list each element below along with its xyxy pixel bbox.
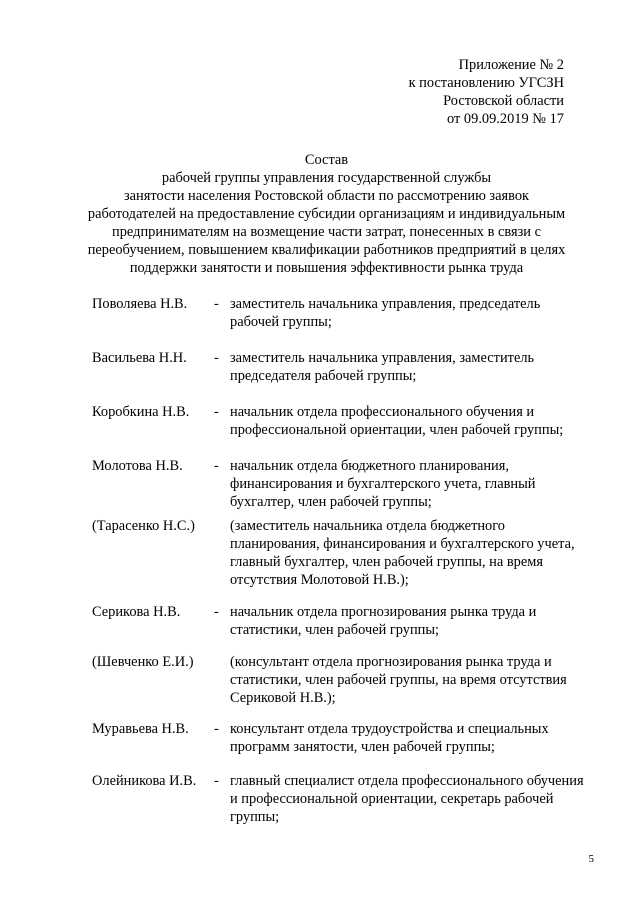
member-dash: - <box>214 404 219 420</box>
member-role <box>230 720 610 756</box>
member-dash: - <box>214 296 219 312</box>
appendix-line: от 09.09.2019 № 17 <box>447 111 564 127</box>
member-name: Муравьева Н.В. <box>92 721 189 737</box>
heading-line: работодателей на предоставление субсидии организациям и индивидуальным <box>87 206 566 222</box>
member-name: Поволяева Н.В. <box>92 296 188 312</box>
member-role-line: начальник отдела прогнозирования рынка труда и <box>230 604 537 620</box>
member-role-line: профессиональной ориентации, член рабочей группы; <box>230 422 564 438</box>
member-role-line: главный специалист отдела профессионального обучения <box>230 773 584 789</box>
appendix-line: к постановлению УГСЗН <box>408 75 564 91</box>
member-role-line: бухгалтер, член рабочей группы; <box>230 494 432 510</box>
member-role-line: главный бухгалтер, член рабочей группы, на время <box>230 554 543 570</box>
member-role <box>230 603 610 639</box>
member-dash: - <box>214 773 219 789</box>
member-name: (Тарасенко Н.С.) <box>92 518 195 534</box>
member-role-line: (консультант отдела прогнозирования рынка труда и <box>230 654 552 670</box>
member-role <box>230 295 610 331</box>
heading-line: поддержки занятости и повышения эффективности рынка труда <box>129 260 524 276</box>
member-role <box>230 772 610 826</box>
member-role-line: и профессиональной ориентации, секретарь рабочей <box>230 791 554 807</box>
heading-line: переобучением, повышением квалификации работников предприятий в целях <box>87 242 566 258</box>
appendix-line: Ростовской области <box>443 93 564 109</box>
member-role-line: начальник отдела профессионального обучения и <box>230 404 535 420</box>
member-name: Васильева Н.Н. <box>92 350 187 366</box>
member-name: Серикова Н.В. <box>92 604 181 620</box>
member-role <box>230 349 610 385</box>
member-role-line: статистики, член рабочей группы, на время отсутствия <box>230 672 567 688</box>
document-heading <box>80 151 573 277</box>
member-role <box>230 457 610 511</box>
member-role-line: консультант отдела трудоустройства и специальных <box>230 721 549 737</box>
member-role <box>230 403 610 439</box>
appendix-line: Приложение № 2 <box>458 57 564 73</box>
member-role-line: финансирования и бухгалтерского учета, главный <box>230 476 536 492</box>
member-name: Олейникова И.В. <box>92 773 197 789</box>
member-role-line: статистики, член рабочей группы; <box>230 622 440 638</box>
member-dash: - <box>214 604 219 620</box>
member-role-line: отсутствия Молотовой Н.В.); <box>230 572 409 588</box>
heading-line: предпринимателям на возмещение части затрат, понесенных в связи с <box>112 224 541 240</box>
member-role-line: (заместитель начальника отдела бюджетного <box>230 518 505 534</box>
member-dash: - <box>214 458 219 474</box>
member-role <box>230 653 610 707</box>
member-name: Коробкина Н.В. <box>92 404 190 420</box>
member-name: Молотова Н.В. <box>92 458 183 474</box>
member-role-line: заместитель начальника управления, председатель <box>230 296 541 312</box>
member-role-line: Сериковой Н.В.); <box>230 690 336 706</box>
member-role-line: планирования, финансирования и бухгалтерского учета, <box>230 536 575 552</box>
member-role-line: председателя рабочей группы; <box>230 368 417 384</box>
heading-title: Состав <box>304 152 349 168</box>
member-role-line: программ занятости, член рабочей группы; <box>230 739 495 755</box>
member-role-line: заместитель начальника управления, заместитель <box>230 350 535 366</box>
member-role-line: группы; <box>230 809 280 825</box>
page-number: 5 <box>588 853 594 865</box>
member-role-line: рабочей группы; <box>230 314 332 330</box>
member-role-line: начальник отдела бюджетного планирования, <box>230 458 509 474</box>
member-role <box>230 517 610 589</box>
heading-line: занятости населения Ростовской области по рассмотрению заявок <box>123 188 530 204</box>
appendix-block <box>409 56 564 128</box>
member-dash: - <box>214 721 219 737</box>
heading-line: рабочей группы управления государственной службы <box>161 170 492 186</box>
member-dash: - <box>214 350 219 366</box>
member-name: (Шевченко Е.И.) <box>92 654 194 670</box>
